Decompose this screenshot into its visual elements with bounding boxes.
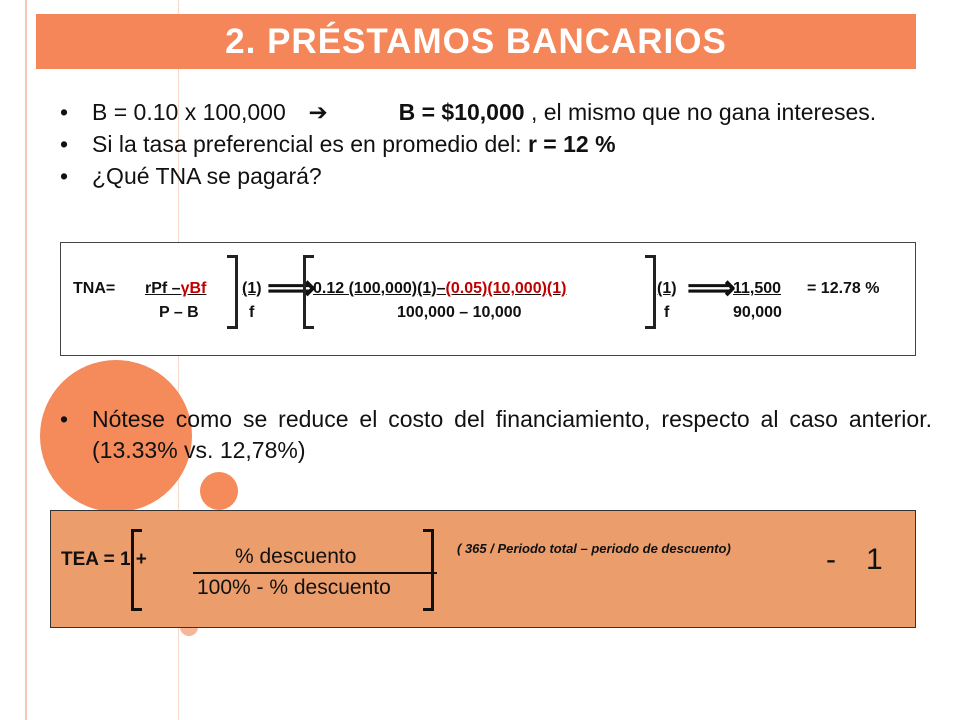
slide-title: 2. PRÉSTAMOS BANCARIOS (225, 21, 727, 61)
tna-numerator-5: 11,500 (733, 280, 782, 297)
implies-arrow-icon: ⟹ (687, 269, 736, 307)
bracket-right (423, 529, 434, 611)
bullet-list (60, 96, 905, 192)
bullet-text: Si la tasa preferencial es en promedio del: (92, 131, 528, 157)
fraction-line (193, 572, 437, 574)
tna-factor-den: f (249, 304, 255, 321)
bullet-text: , el mismo que no gana intereses. (524, 99, 877, 125)
tna-denominator-1: P – B (159, 304, 199, 321)
tna-factor-num: (1) (657, 280, 677, 297)
tna-denominator-5: 90,000 (733, 304, 782, 321)
bracket-left (131, 529, 142, 611)
arrow-icon: ➔ (308, 99, 328, 125)
tea-numerator: % descuento (235, 545, 357, 568)
bullet-text: ¿Qué TNA se pagará? (92, 163, 322, 189)
left-rail (25, 0, 27, 720)
tna-lhs: TNA= (73, 280, 116, 297)
title-bar (36, 14, 916, 69)
tea-formula-box (50, 510, 916, 628)
tna-factor-den: f (664, 304, 670, 321)
bullet-bold: r = 12 % (527, 131, 616, 157)
bullet-text: B = 0.10 x 100,000 (92, 99, 286, 125)
tna-numerator-1: rPf –γBf (145, 280, 207, 297)
tna-factor-num: (1) (242, 280, 262, 297)
tea-exponent: ( 365 / Periodo total – periodo de descuento) (457, 541, 731, 556)
tea-denominator: 100% - % descuento (197, 576, 391, 599)
bullet-bold: B = $10,000 (398, 99, 525, 125)
tna-denominator-3: 100,000 – 10,000 (397, 304, 522, 321)
tna-numerator-3: 0.12 (100,000)(1)–(0.05)(10,000)(1) (313, 280, 567, 297)
bracket-right (227, 255, 238, 329)
decorative-circle-small (200, 472, 238, 510)
tea-one: 1 (866, 543, 883, 576)
tna-result: = 12.78 % (807, 280, 880, 297)
note-bullet (60, 404, 932, 466)
tea-minus: - (826, 543, 836, 576)
bullet-item (60, 160, 905, 192)
bracket-right (645, 255, 656, 329)
note-text: Nótese como se reduce el costo del financiamiento, respecto al caso anterior. (13.33% vs. 12,78%) (92, 406, 932, 463)
bullet-item (60, 96, 905, 128)
tea-lhs: TEA = 1 + (61, 549, 147, 570)
bullet-item (60, 128, 905, 160)
implies-arrow-icon: ⟹ (267, 269, 316, 307)
tna-formula-box (60, 242, 916, 356)
